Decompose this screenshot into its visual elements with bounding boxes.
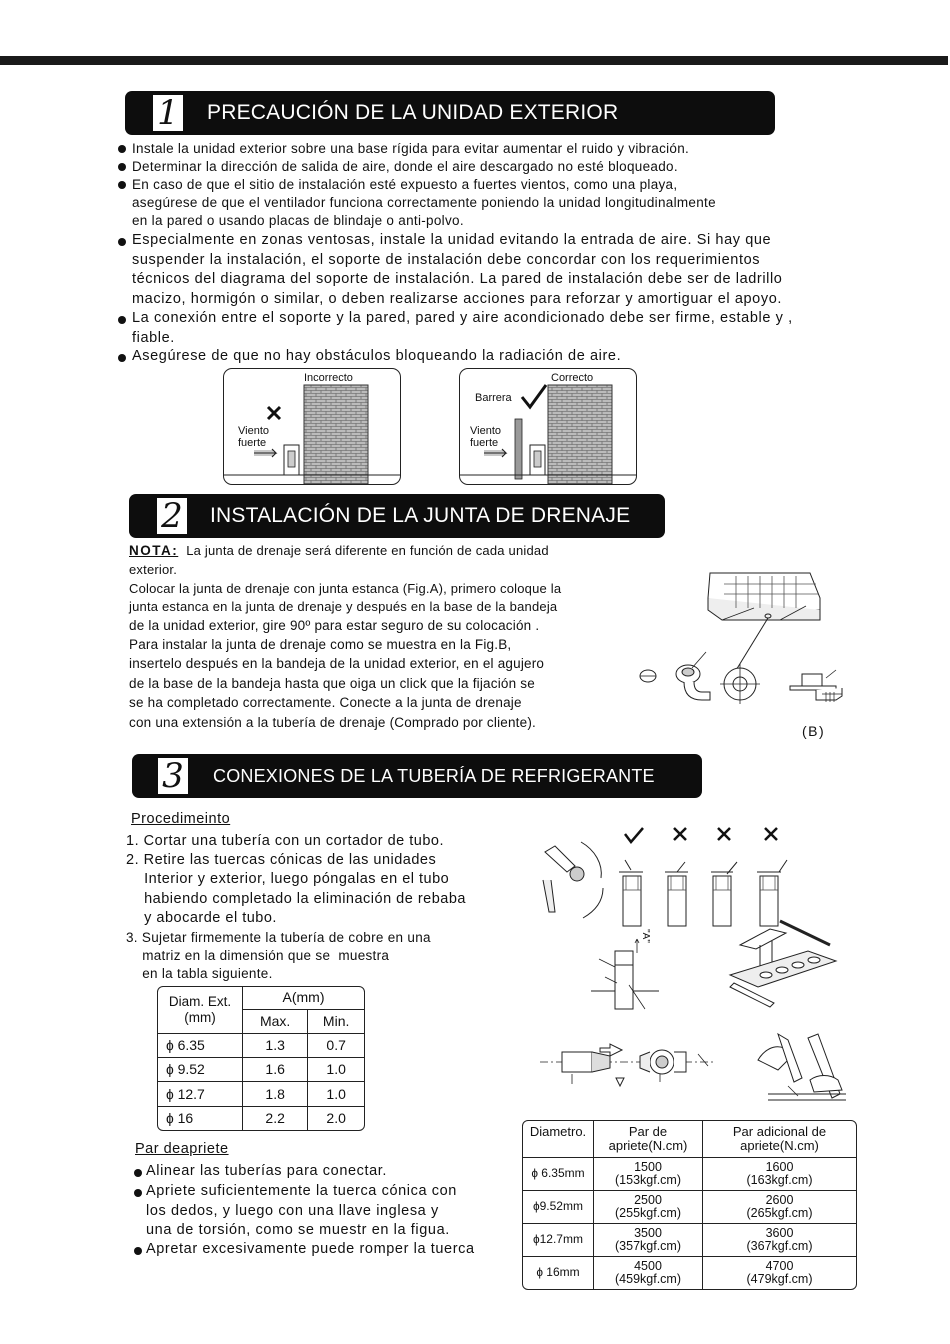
wind-label: Viento <box>238 425 269 437</box>
note-text: La junta de drenaje será diferente en función de cada unidad <box>186 543 549 558</box>
step-line: en la tabla siguiente. <box>126 966 273 981</box>
figure-correct <box>459 368 637 485</box>
body-line: junta estanca en la junta de drenaje y después en la base de la bandeja <box>129 599 558 614</box>
torque-title: Par deapriete <box>135 1141 229 1157</box>
step-line: 1. Cortar una tubería con un cortador de tubo. <box>126 833 445 849</box>
section-number: 3 <box>158 758 188 794</box>
col-header: Min. <box>308 1009 364 1033</box>
section-3-header <box>132 754 702 798</box>
body-line: con una extensión a la tubería de drenaje (Comprado por cliente). <box>129 715 536 730</box>
section-number: 2 <box>157 498 187 534</box>
section-number: 1 <box>153 95 183 131</box>
step-line: 2. Retire las tuercas cónicas de las unidades <box>126 852 437 868</box>
col-header: apriete(N.cm) <box>740 1137 819 1153</box>
body-line: Para instalar la junta de drenaje como se muestra en la Fig.B, <box>129 637 512 652</box>
section-2-header <box>129 494 665 538</box>
drain-joint-illustration <box>630 568 850 718</box>
col-header: Diametro. <box>523 1121 594 1157</box>
col-header: apriete(N.cm) <box>608 1137 688 1153</box>
table-row: ɸ9.52mm 2500 (255kgf.cm) 2600 (265kgf.cm) <box>523 1190 856 1223</box>
wind-label: Viento <box>470 425 501 437</box>
table-row: ɸ 16mm 4500 (459kgf.cm) 4700 (479kgf.cm) <box>523 1256 856 1289</box>
body-line: insertelo después en la bandeja de la unidad exterior, en el agujero <box>129 656 545 671</box>
col-header: Max. <box>243 1009 308 1033</box>
body-line: se ha completado correctamente. Conecte a la junta de drenaje <box>129 695 522 710</box>
figure-incorrect <box>223 368 401 485</box>
body-line: de la base de la bandeja hasta que oiga un click que la fijación se <box>129 676 535 691</box>
section-title: INSTALACIÓN DE LA JUNTA DE DRENAJE <box>210 504 631 527</box>
step-line: 3. Sujetar firmemente la tubería de cobre en una <box>126 930 431 945</box>
section-1-header <box>125 91 775 135</box>
note-line <box>129 541 549 560</box>
wind-label: fuerte <box>238 437 267 449</box>
section-title: PRECAUCIÓN DE LA UNIDAD EXTERIOR <box>207 101 619 124</box>
col-header: (mm) <box>184 1009 216 1025</box>
step-line: y abocarde el tubo. <box>126 910 277 926</box>
procedure-title: Procedimeinto <box>131 811 231 827</box>
table-row: ɸ12.7mm 3500 (357kgf.cm) 3600 (367kgf.cm) <box>523 1223 856 1256</box>
col-header: Diam. Ext. <box>168 993 232 1009</box>
table-row: ɸ 12.7 1.8 1.0 <box>158 1082 364 1106</box>
section-title: CONEXIONES DE LA TUBERÍA DE REFRIGERANTE <box>213 766 655 786</box>
fig-title: Incorrecto <box>304 372 353 384</box>
wind-label: fuerte <box>470 437 499 449</box>
table-row: ɸ 9.52 1.6 1.0 <box>158 1057 364 1081</box>
flare-gauge-illustration <box>585 925 665 1015</box>
figure-b-label: (B) <box>802 723 826 739</box>
body-line: de la unidad exterior, gire 90º para estar seguro de su colocación . <box>129 618 540 633</box>
col-header: Par adicional de <box>732 1123 827 1139</box>
flaring-tool-illustration <box>720 915 850 1015</box>
step-line: Interior y exterior, luego póngalas en el tubo <box>126 871 450 887</box>
barrier-label: Barrera <box>475 392 512 404</box>
step-line: matriz en la dimensión que se muestra <box>126 948 390 963</box>
pipe-connection-illustration <box>540 1030 720 1090</box>
body-line: exterior. <box>129 562 178 577</box>
wrench-hands-illustration <box>748 1030 848 1110</box>
fig-title: Correcto <box>551 372 594 384</box>
step-line: habiendo completado la eliminación de rebaba <box>126 891 466 907</box>
note-label: NOTA: <box>129 543 179 558</box>
body-line: Colocar la junta de drenaje con junta estanca (Fig.A), primero coloque la <box>129 581 562 596</box>
table-row: ɸ 6.35 1.3 0.7 <box>158 1033 364 1057</box>
top-rule <box>0 56 948 65</box>
col-header: A(mm) <box>243 987 365 1009</box>
flare-dimension-table <box>157 986 365 1131</box>
col-header: Par de <box>628 1123 668 1139</box>
dimension-a-label: "A" <box>639 929 651 943</box>
table-row: ɸ 6.35mm 1500 (153kgf.cm) 1600 (163kgf.cm) <box>523 1157 856 1190</box>
table-row: ɸ 16 2.2 2.0 <box>158 1106 364 1130</box>
torque-table <box>522 1120 857 1290</box>
